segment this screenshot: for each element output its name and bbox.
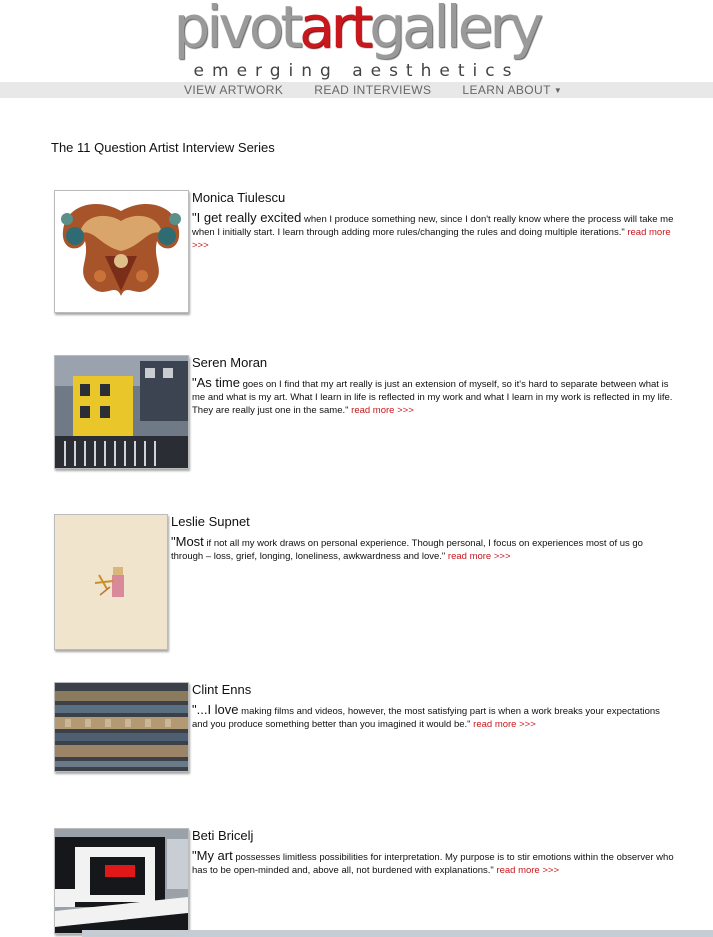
artwork-image xyxy=(55,829,188,933)
artist-name-link[interactable]: Seren Moran xyxy=(192,355,268,370)
interview-quote xyxy=(171,535,676,563)
artwork-thumbnail[interactable] xyxy=(54,682,189,772)
quote-body: when I produce something new, since I don't really know where the process will take me when I initially start. I learn through adding more rules/changing the rules and doing multiple iterations." xyxy=(192,214,674,238)
artist-name-link[interactable]: Beti Bricelj xyxy=(192,828,254,843)
quote-lead: "Most xyxy=(171,534,204,549)
quote-body: goes on I find that my art really is just an extension of myself, so it's hard to separate between what is me and what is my art. What I learn in life is reflected in my work and what I learn in my work is reflected in my life. They are really just one in the same." xyxy=(192,379,673,416)
interview-quote xyxy=(192,211,676,252)
quote-lead: "...I love xyxy=(192,702,239,717)
artwork-image xyxy=(55,683,188,771)
quote-body: making films and videos, however, the most satisfying part is when a work breaks your expectations and you produce something better than you imagined it would be." xyxy=(192,706,660,730)
artist-name-link[interactable]: Monica Tiulescu xyxy=(192,190,286,205)
nav-learn-about-label: LEARN ABOUT xyxy=(462,83,551,97)
dropdown-caret-icon: ▼ xyxy=(553,86,563,95)
artist-name-link[interactable]: Leslie Supnet xyxy=(171,514,250,529)
gallery-logo[interactable] xyxy=(0,0,713,82)
read-more-link[interactable]: read more >>> xyxy=(192,227,671,251)
footer-strip xyxy=(82,930,713,937)
artwork-thumbnail[interactable] xyxy=(54,190,189,313)
read-more-link[interactable]: read more >>> xyxy=(473,719,536,730)
interview-quote xyxy=(192,703,676,731)
artwork-image xyxy=(55,191,188,312)
read-more-link[interactable]: read more >>> xyxy=(351,405,414,416)
main-nav xyxy=(184,83,562,98)
nav-learn-about[interactable] xyxy=(462,83,562,98)
logo-tagline: emerging aesthetics xyxy=(193,61,520,81)
quote-body: if not all my work draws on personal experience. Though personal, I focus on experiences most of us go through – loss, grief, longing, loneliness, awkwardness and love." xyxy=(171,538,643,562)
quote-body: possesses limitless possibilities for interpretation. My purpose is to stir emotions within the observer who has to be open-minded and, above all, not burdened with explanations." xyxy=(192,852,674,876)
quote-lead: "I get really excited xyxy=(192,210,302,225)
interview-quote xyxy=(192,376,676,417)
artist-name-link[interactable]: Clint Enns xyxy=(192,682,252,697)
read-more-link[interactable]: read more >>> xyxy=(447,551,511,562)
read-more-link[interactable]: read more >>> xyxy=(496,865,560,876)
artwork-thumbnail[interactable] xyxy=(54,828,189,934)
artwork-image xyxy=(55,515,167,649)
artwork-image xyxy=(55,356,188,468)
page-title: The 11 Question Artist Interview Series xyxy=(51,140,275,155)
nav-view-artwork[interactable]: VIEW ARTWORK xyxy=(184,83,284,97)
quote-lead: "My art xyxy=(192,848,233,863)
logo-wordmark: pivotartgallery xyxy=(173,0,540,61)
quote-lead: "As time xyxy=(192,375,240,390)
artwork-thumbnail[interactable] xyxy=(54,514,168,650)
nav-read-interviews[interactable]: READ INTERVIEWS xyxy=(314,83,432,97)
artwork-thumbnail[interactable] xyxy=(54,355,189,469)
interview-quote xyxy=(192,849,676,877)
